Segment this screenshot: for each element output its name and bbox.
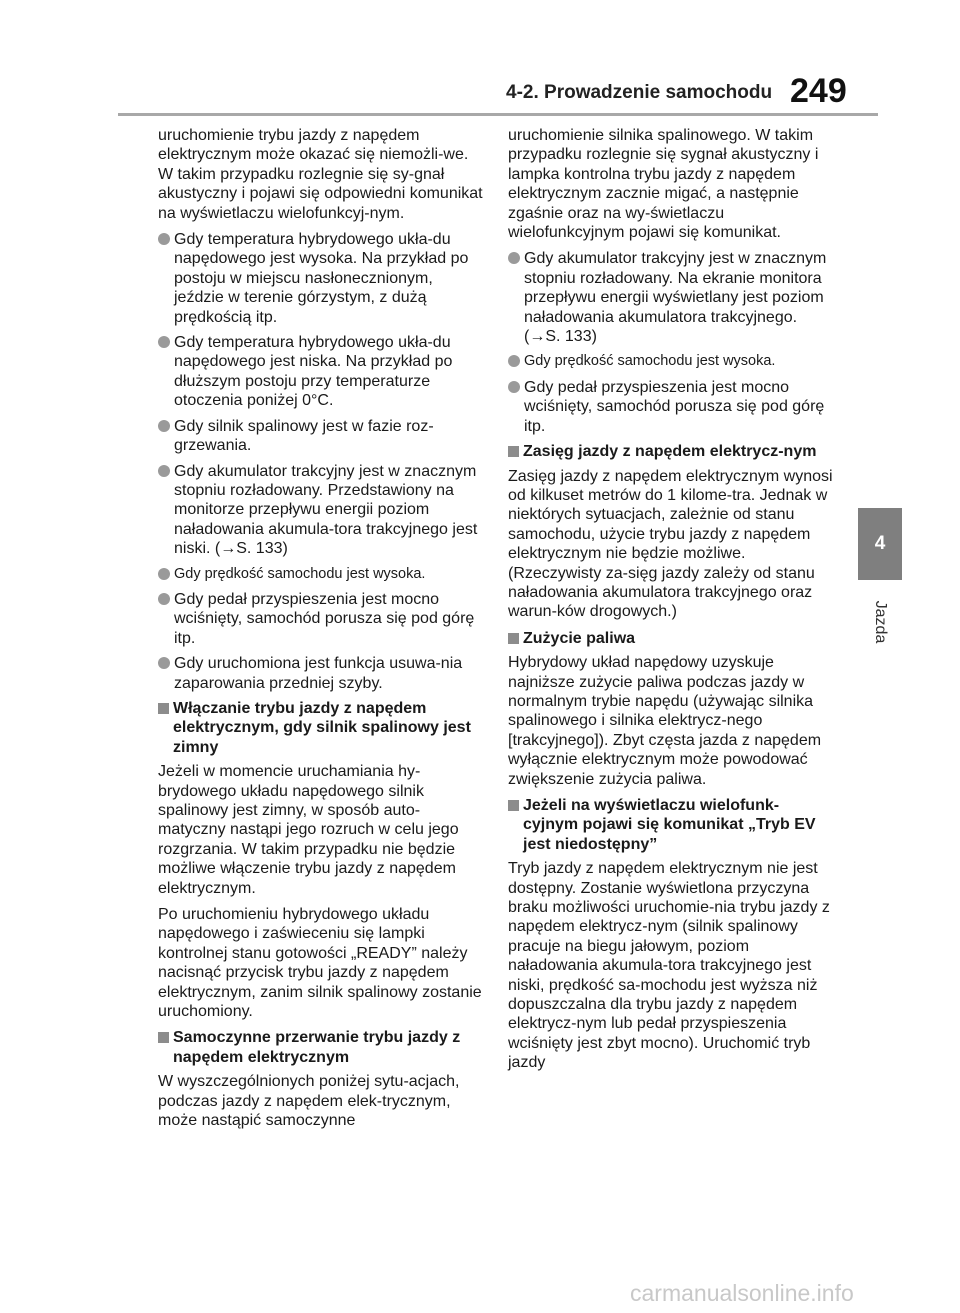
bullet-text: Gdy akumulator trakcyjny jest w znacznym stopniu rozładowany. Przedstawiony na monitorze przepływu energii poziom naładowania akumula-tora trakcyjnego jest niski. (→S. 133) (174, 462, 478, 558)
bullet-item (508, 378, 834, 436)
page-number: 249 (790, 72, 847, 110)
bullet-text: Gdy temperatura hybrydowego ukła-du napędowego jest niska. Na przykład po dłuższym postoju przy temperaturze otoczenia poniżej 0°C. (174, 334, 453, 410)
bullet-text: Gdy pedał przyspieszenia jest mocno wciśnięty, samochód porusza się pod górę itp. (524, 378, 825, 435)
square-bullet-icon (158, 703, 169, 714)
bullet-item (158, 590, 484, 648)
bullet-dot-icon (158, 568, 170, 580)
bullet-text: Gdy uruchomiona jest funkcja usuwa-nia zaparowania przedniej szyby. (174, 655, 463, 692)
heading-text: Jeżeli na wyświetlaczu wielofunk-cyjnym pojawi się komunikat „Tryb EV jest niedostępny” (523, 797, 816, 853)
subsection-heading (158, 1028, 484, 1067)
bullet-text: Gdy silnik spalinowy jest w fazie roz-grzewania. (174, 417, 434, 455)
chapter-side-label (866, 592, 894, 652)
bullet-text: Gdy pedał przyspieszenia jest mocno wciśnięty, samochód porusza się pod górę itp. (174, 590, 475, 647)
bullet-item (158, 462, 484, 559)
bullet-text: Gdy prędkość samochodu jest wysoka. (524, 353, 776, 370)
paragraph: uruchomienie silnika spalinowego. W takim przypadku rozlegnie się sygnał akustyczny i lampka kontrolna trybu jazdy z napędem elektrycznym zacznie migać, a następnie zgaśnie oraz na wy-świetlaczu wielofunkcyjnym pojawi się komunikat. (508, 127, 819, 242)
bullet-text: Gdy temperatura hybrydowego ukła-du napędowego jest wysoka. Na przykład po postoju w miejscu nasłonecznionym, jeździe w terenie górzystym, z dużą prędkością itp. (174, 231, 469, 326)
paragraph: Jeżeli w momencie uruchamiania hy-brydowego układu napędowego silnik spalinowy jest zimny, w sposób auto-matyczny nastąpi jego rozruch w celu jego rozgrzania. W takim przypadku nie będzie możliwe włączenie trybu jazdy z napędem elektrycznym. (158, 763, 459, 897)
chapter-label: Jazda (872, 600, 889, 644)
square-bullet-icon (508, 446, 519, 457)
square-bullet-icon (508, 633, 519, 644)
paragraph: Hybrydowy układ napędowy uzyskuje najniższe zużycie paliwa podczas jazdy w normalnym trybie napędu (używając silnika spalinowego i silnika elektrycz-nego [trakcyjnego]). Zbyt częsta jazda z napędem wyłącznie elektrycznym może powodować zwiększenie zużycia paliwa. (508, 654, 822, 788)
heading-text: Samoczynne przerwanie trybu jazdy z napędem elektrycznym (173, 1029, 461, 1066)
bullet-dot-icon (158, 657, 170, 669)
bullet-dot-icon (508, 355, 520, 367)
subsection-heading (158, 699, 484, 757)
chapter-number: 4 (874, 533, 886, 554)
bullet-item (158, 565, 484, 584)
bullet-item (158, 333, 484, 411)
right-column (508, 126, 834, 1080)
bullet-item (158, 230, 484, 327)
heading-text: Zasięg jazdy z napędem elektrycz-nym (523, 443, 817, 461)
watermark: carmanualsonline.info (630, 1280, 854, 1306)
paragraph: Po uruchomieniu hybrydowego układu napędowego i zaświeceniu się lampki kontrolnej stanu gotowości „READY” należy nacisnąć przycisk trybu jazdy z napędem elektrycznym, zanim silnik spalinowy zostanie uruchomiony. (158, 906, 482, 1021)
subsection-heading (508, 629, 834, 648)
bullet-dot-icon (158, 336, 170, 348)
left-column (158, 126, 484, 1138)
bullet-dot-icon (508, 381, 520, 393)
bullet-dot-icon (158, 233, 170, 245)
paragraph: Zasięg jazdy z napędem elektrycznym wynosi od kilkuset metrów do 1 kilome-tra. Jednak w niektórych sytuacjach, zależnie od stanu samochodu, użycie trybu jazdy z napędem elektrycznym nie będzie możliwe. (Rzeczywisty za-sięg jazdy zależy od stanu naładowania akumulatora trakcyjnego oraz warun-ków drogowych.) (508, 467, 833, 621)
square-bullet-icon (158, 1032, 169, 1043)
bullet-dot-icon (158, 465, 170, 477)
paragraph: uruchomienie trybu jazdy z napędem elektrycznym może okazać się niemożli-we. W takim przypadku rozlegnie się sy-gnał akustyczny i pojawi się odpowiedni komunikat na wyświetlaczu wielofunkcyj-nym. (158, 127, 483, 222)
bullet-item (508, 249, 834, 346)
heading-text: Włączanie trybu jazdy z napędem elektrycznym, gdy silnik spalinowy jest zimny (173, 699, 471, 756)
bullet-item (158, 654, 484, 693)
bullet-dot-icon (508, 252, 520, 264)
paragraph: Tryb jazdy z napędem elektrycznym nie jest dostępny. Zostanie wyświetlona przyczyna braku możliwości uruchomie-nia trybu jazdy z napędem elektrycz-nym (silnik spalinowy pracuje na biegu jałowym, poziom naładowania akumula-tora trakcyjnego jest niski, prędkość sa-mochodu jest wyższa niż dopuszczalna dla trybu jazdy z napędem elektrycz-nym lub pedał przyspieszenia wciśnięty jest zbyt mocno). Uruchomić tryb jazdy (508, 860, 830, 1072)
subsection-heading (508, 442, 834, 461)
chapter-tab (858, 508, 902, 580)
bullet-text: Gdy prędkość samochodu jest wysoka. (174, 565, 426, 582)
header-divider (118, 113, 878, 116)
subsection-heading (508, 796, 834, 854)
bullet-item (158, 417, 484, 456)
paragraph: W wyszczególnionych poniżej sytu-acjach, podczas jazdy z napędem elek-trycznym, może nastąpić samoczynne (158, 1073, 460, 1130)
section-title: 4-2. Prowadzenie samochodu (506, 82, 773, 103)
bullet-item (508, 352, 834, 371)
heading-text: Zużycie paliwa (523, 629, 636, 647)
bullet-dot-icon (158, 593, 170, 605)
square-bullet-icon (508, 800, 519, 811)
bullet-dot-icon (158, 420, 170, 432)
bullet-text: Gdy akumulator trakcyjny jest w znacznym stopniu rozładowany. Na ekranie monitora przepływu energii wyświetlany jest poziom naładowania akumulatora trakcyjnego. (→S. 133) (524, 250, 827, 346)
